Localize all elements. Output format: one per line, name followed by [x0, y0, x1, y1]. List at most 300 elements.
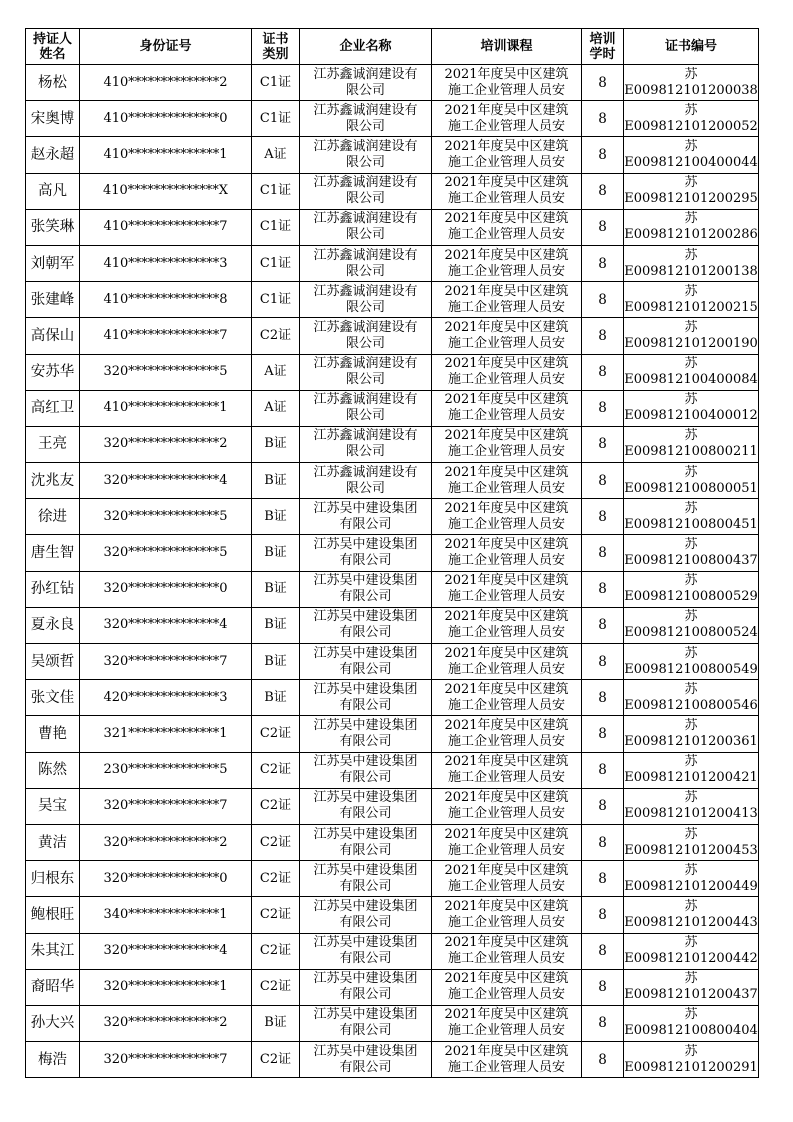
training-course-line2: 施工企业管理人员安: [447, 154, 565, 170]
table-row: [26, 680, 759, 716]
company-name-line2: 限公司: [345, 372, 385, 388]
table-row: [26, 824, 759, 860]
training-hours-cell: 8: [582, 861, 624, 897]
company-name-line1: 江苏吴中建设集团: [313, 573, 418, 589]
training-course-line1: 2021年度吴中区建筑: [444, 681, 569, 697]
certificate-category-cell: C2证: [252, 861, 300, 897]
training-course-line1: 2021年度吴中区建筑: [444, 102, 569, 118]
certificate-category-cell: C2证: [252, 318, 300, 354]
holder-name-cell: 梅浩: [26, 1042, 80, 1078]
training-course-line2: 施工企业管理人员安: [447, 842, 565, 858]
table-row: [26, 644, 759, 680]
training-course-line2: 施工企业管理人员安: [447, 82, 565, 98]
training-course-line2: 施工企业管理人员安: [447, 733, 565, 749]
company-name-cell: [300, 209, 432, 245]
certificate-number-cell: 苏E009812100800211: [624, 426, 759, 462]
training-course-cell: [432, 788, 582, 824]
company-name-cell: [300, 680, 432, 716]
training-hours-cell: 8: [582, 716, 624, 752]
company-name-line2: 限公司: [345, 408, 385, 424]
certificate-number-cell: 苏E009812101200052: [624, 101, 759, 137]
header-category-line1: 证书: [262, 31, 289, 47]
training-hours-cell: 8: [582, 173, 624, 209]
company-name-line2: 有限公司: [339, 987, 392, 1003]
certificate-number-cell: 苏E009812100400012: [624, 390, 759, 426]
certificate-category-cell: B证: [252, 607, 300, 643]
table-row: [26, 354, 759, 390]
company-name-line2: 限公司: [345, 299, 385, 315]
holder-name-cell: 王亮: [26, 426, 80, 462]
certificate-category-cell: C1证: [252, 282, 300, 318]
holder-name-cell: 孙大兴: [26, 1005, 80, 1041]
training-course-line1: 2021年度吴中区建筑: [444, 500, 569, 516]
company-name-line2: 有限公司: [339, 770, 392, 786]
company-name-cell: [300, 607, 432, 643]
certificate-number-cell: 苏E009812100800529: [624, 571, 759, 607]
table-row: [26, 897, 759, 933]
company-name-cell: [300, 861, 432, 897]
training-course-cell: [432, 499, 582, 535]
training-course-line1: 2021年度吴中区建筑: [444, 1043, 569, 1059]
training-hours-cell: 8: [582, 788, 624, 824]
company-name-cell: [300, 571, 432, 607]
company-name-line2: 限公司: [345, 335, 385, 351]
training-course-cell: [432, 933, 582, 969]
id-number-cell: 410**************1: [80, 390, 252, 426]
company-name-line2: 有限公司: [339, 733, 392, 749]
holder-name-cell: 赵永超: [26, 137, 80, 173]
id-number-cell: 410**************2: [80, 65, 252, 101]
training-hours-cell: 8: [582, 969, 624, 1005]
holder-name-cell: 孙红钻: [26, 571, 80, 607]
header-hours: [582, 29, 624, 65]
certificate-number-cell: 苏E009812101200449: [624, 861, 759, 897]
training-hours-cell: 8: [582, 897, 624, 933]
training-course-line1: 2021年度吴中区建筑: [444, 573, 569, 589]
table-row: [26, 173, 759, 209]
holder-name-cell: 高保山: [26, 318, 80, 354]
company-name-cell: [300, 101, 432, 137]
company-name-line1: 江苏吴中建设集团: [313, 609, 418, 625]
company-name-line1: 江苏鑫诚润建设有: [313, 175, 418, 191]
holder-name-cell: 鲍根旺: [26, 897, 80, 933]
certificate-number-cell: 苏E009812101200442: [624, 933, 759, 969]
id-number-cell: 410**************0: [80, 101, 252, 137]
training-course-line2: 施工企业管理人员安: [447, 951, 565, 967]
holder-name-cell: 朱其江: [26, 933, 80, 969]
holder-name-cell: 宋奥博: [26, 101, 80, 137]
training-hours-cell: 8: [582, 318, 624, 354]
company-name-line2: 有限公司: [339, 553, 392, 569]
company-name-cell: [300, 354, 432, 390]
training-course-line1: 2021年度吴中区建筑: [444, 1007, 569, 1023]
header-name-line1: 持证人: [32, 31, 72, 47]
certificate-category-cell: A证: [252, 390, 300, 426]
training-course-line1: 2021年度吴中区建筑: [444, 392, 569, 408]
company-name-cell: [300, 463, 432, 499]
training-course-cell: [432, 101, 582, 137]
training-hours-cell: 8: [582, 65, 624, 101]
company-name-line1: 江苏鑫诚润建设有: [313, 428, 418, 444]
company-name-cell: [300, 788, 432, 824]
holder-name-cell: 唐生智: [26, 535, 80, 571]
certificate-number-cell: 苏E009812101200038: [624, 65, 759, 101]
training-course-cell: [432, 535, 582, 571]
certificate-number-cell: 苏E009812101200453: [624, 824, 759, 860]
header-category-line2: 类别: [262, 46, 289, 62]
company-name-line1: 江苏鑫诚润建设有: [313, 211, 418, 227]
company-name-cell: [300, 65, 432, 101]
company-name-cell: [300, 1042, 432, 1078]
id-number-cell: 230**************5: [80, 752, 252, 788]
holder-name-cell: 刘朝军: [26, 245, 80, 281]
id-number-cell: 321**************1: [80, 716, 252, 752]
company-name-cell: [300, 535, 432, 571]
holder-name-cell: 曹艳: [26, 716, 80, 752]
training-course-cell: [432, 137, 582, 173]
header-category: [252, 29, 300, 65]
company-name-line1: 江苏吴中建设集团: [313, 971, 418, 987]
certificate-number-cell: 苏E009812100800546: [624, 680, 759, 716]
certificate-category-cell: C1证: [252, 101, 300, 137]
id-number-cell: 420**************3: [80, 680, 252, 716]
training-course-line2: 施工企业管理人员安: [447, 408, 565, 424]
id-number-cell: 340**************1: [80, 897, 252, 933]
training-course-line2: 施工企业管理人员安: [447, 444, 565, 460]
certificate-number-cell: 苏E009812101200443: [624, 897, 759, 933]
certificate-category-cell: B证: [252, 644, 300, 680]
holder-name-cell: 黄洁: [26, 824, 80, 860]
table-row: [26, 318, 759, 354]
holder-name-cell: 杨松: [26, 65, 80, 101]
training-course-line2: 施工企业管理人员安: [447, 1023, 565, 1039]
training-hours-cell: 8: [582, 209, 624, 245]
training-hours-cell: 8: [582, 101, 624, 137]
certificate-number-cell: 苏E009812100800404: [624, 1005, 759, 1041]
certificate-number-cell: 苏E009812100400044: [624, 137, 759, 173]
training-course-line2: 施工企业管理人员安: [447, 661, 565, 677]
company-name-line2: 有限公司: [339, 661, 392, 677]
company-name-line1: 江苏吴中建设集团: [313, 790, 418, 806]
training-course-line1: 2021年度吴中区建筑: [444, 211, 569, 227]
company-name-line2: 有限公司: [339, 697, 392, 713]
certificate-number-cell: 苏E009812101200295: [624, 173, 759, 209]
company-name-cell: [300, 1005, 432, 1041]
company-name-line1: 江苏吴中建设集团: [313, 898, 418, 914]
company-name-line1: 江苏吴中建设集团: [313, 645, 418, 661]
certificate-category-cell: C2证: [252, 752, 300, 788]
header-hours-line2: 学时: [589, 46, 616, 62]
holder-name-cell: 吴颂哲: [26, 644, 80, 680]
training-course-cell: [432, 752, 582, 788]
training-hours-cell: 8: [582, 137, 624, 173]
id-number-cell: 320**************2: [80, 824, 252, 860]
training-hours-cell: 8: [582, 390, 624, 426]
training-course-line2: 施工企业管理人员安: [447, 227, 565, 243]
training-course-cell: [432, 390, 582, 426]
header-name-line2: 姓名: [39, 46, 66, 62]
certificate-category-cell: C2证: [252, 933, 300, 969]
training-course-cell: [432, 282, 582, 318]
training-course-line1: 2021年度吴中区建筑: [444, 319, 569, 335]
table-header: [26, 29, 759, 65]
company-name-line2: 有限公司: [339, 589, 392, 605]
training-course-line1: 2021年度吴中区建筑: [444, 66, 569, 82]
id-number-cell: 410**************X: [80, 173, 252, 209]
certificate-category-cell: C1证: [252, 245, 300, 281]
training-course-cell: [432, 1005, 582, 1041]
company-name-line1: 江苏鑫诚润建设有: [313, 66, 418, 82]
company-name-line1: 江苏鑫诚润建设有: [313, 283, 418, 299]
company-name-line2: 有限公司: [339, 625, 392, 641]
table-row: [26, 282, 759, 318]
holder-name-cell: 张文佳: [26, 680, 80, 716]
table-row: [26, 535, 759, 571]
id-number-cell: 410**************7: [80, 318, 252, 354]
training-course-line1: 2021年度吴中区建筑: [444, 175, 569, 191]
certificate-category-cell: C2证: [252, 1042, 300, 1078]
id-number-cell: 320**************1: [80, 969, 252, 1005]
training-course-line2: 施工企业管理人员安: [447, 372, 565, 388]
table-row: [26, 426, 759, 462]
training-course-line1: 2021年度吴中区建筑: [444, 898, 569, 914]
training-course-line2: 施工企业管理人员安: [447, 878, 565, 894]
certificate-holder-table: [25, 28, 759, 1078]
company-name-cell: [300, 390, 432, 426]
training-hours-cell: 8: [582, 463, 624, 499]
company-name-line1: 江苏吴中建设集团: [313, 754, 418, 770]
training-course-line1: 2021年度吴中区建筑: [444, 537, 569, 553]
company-name-line2: 限公司: [345, 154, 385, 170]
table-row: [26, 861, 759, 897]
training-hours-cell: 8: [582, 535, 624, 571]
training-course-cell: [432, 245, 582, 281]
company-name-line2: 有限公司: [339, 516, 392, 532]
training-course-cell: [432, 571, 582, 607]
company-name-line1: 江苏吴中建设集团: [313, 1043, 418, 1059]
holder-name-cell: 张建峰: [26, 282, 80, 318]
company-name-cell: [300, 644, 432, 680]
certificate-holder-table-sheet: [25, 28, 759, 1078]
holder-name-cell: 徐进: [26, 499, 80, 535]
training-course-cell: [432, 209, 582, 245]
training-course-line1: 2021年度吴中区建筑: [444, 935, 569, 951]
training-hours-cell: 8: [582, 426, 624, 462]
training-course-line2: 施工企业管理人员安: [447, 553, 565, 569]
training-course-cell: [432, 607, 582, 643]
header-row: [26, 29, 759, 65]
id-number-cell: 320**************4: [80, 463, 252, 499]
id-number-cell: 320**************5: [80, 535, 252, 571]
table-row: [26, 933, 759, 969]
certificate-number-cell: 苏E009812100800549: [624, 644, 759, 680]
training-course-line2: 施工企业管理人员安: [447, 1059, 565, 1075]
id-number-cell: 410**************8: [80, 282, 252, 318]
training-hours-cell: 8: [582, 824, 624, 860]
certificate-number-cell: 苏E009812100400084: [624, 354, 759, 390]
training-course-line2: 施工企业管理人员安: [447, 480, 565, 496]
id-number-cell: 320**************7: [80, 788, 252, 824]
training-course-line2: 施工企业管理人员安: [447, 770, 565, 786]
holder-name-cell: 归根东: [26, 861, 80, 897]
company-name-line2: 限公司: [345, 263, 385, 279]
training-course-line1: 2021年度吴中区建筑: [444, 717, 569, 733]
training-course-line2: 施工企业管理人员安: [447, 299, 565, 315]
holder-name-cell: 沈兆友: [26, 463, 80, 499]
certificate-category-cell: A证: [252, 137, 300, 173]
header-hours-line1: 培训: [589, 31, 616, 47]
certificate-category-cell: A证: [252, 354, 300, 390]
table-row: [26, 65, 759, 101]
training-hours-cell: 8: [582, 644, 624, 680]
table-row: [26, 1005, 759, 1041]
company-name-line1: 江苏鑫诚润建设有: [313, 392, 418, 408]
company-name-line2: 限公司: [345, 191, 385, 207]
training-course-line1: 2021年度吴中区建筑: [444, 826, 569, 842]
training-course-cell: [432, 354, 582, 390]
header-name: [26, 29, 80, 65]
training-hours-cell: 8: [582, 571, 624, 607]
company-name-line1: 江苏吴中建设集团: [313, 862, 418, 878]
training-hours-cell: 8: [582, 607, 624, 643]
certificate-category-cell: C2证: [252, 969, 300, 1005]
company-name-line1: 江苏吴中建设集团: [313, 500, 418, 516]
training-course-line1: 2021年度吴中区建筑: [444, 971, 569, 987]
id-number-cell: 320**************5: [80, 499, 252, 535]
training-course-cell: [432, 897, 582, 933]
certificate-number-cell: 苏E009812101200286: [624, 209, 759, 245]
certificate-category-cell: C1证: [252, 209, 300, 245]
company-name-cell: [300, 897, 432, 933]
table-row: [26, 245, 759, 281]
company-name-line1: 江苏鑫诚润建设有: [313, 464, 418, 480]
id-number-cell: 320**************0: [80, 861, 252, 897]
certificate-category-cell: C2证: [252, 788, 300, 824]
id-number-cell: 410**************1: [80, 137, 252, 173]
certificate-number-cell: 苏E009812101200138: [624, 245, 759, 281]
table-row: [26, 209, 759, 245]
holder-name-cell: 吴宝: [26, 788, 80, 824]
certificate-category-cell: C2证: [252, 824, 300, 860]
training-course-cell: [432, 969, 582, 1005]
training-course-line1: 2021年度吴中区建筑: [444, 754, 569, 770]
table-row: [26, 101, 759, 137]
table-row: [26, 969, 759, 1005]
table-row: [26, 137, 759, 173]
certificate-category-cell: B证: [252, 499, 300, 535]
training-course-cell: [432, 1042, 582, 1078]
company-name-line1: 江苏吴中建设集团: [313, 681, 418, 697]
company-name-cell: [300, 245, 432, 281]
company-name-line2: 限公司: [345, 118, 385, 134]
certificate-category-cell: B证: [252, 680, 300, 716]
training-course-line2: 施工企业管理人员安: [447, 589, 565, 605]
certificate-category-cell: C2证: [252, 716, 300, 752]
holder-name-cell: 高凡: [26, 173, 80, 209]
table-row: [26, 716, 759, 752]
training-hours-cell: 8: [582, 1042, 624, 1078]
table-row: [26, 499, 759, 535]
company-name-line2: 限公司: [345, 480, 385, 496]
training-hours-cell: 8: [582, 499, 624, 535]
certificate-category-cell: B证: [252, 535, 300, 571]
certificate-category-cell: B证: [252, 463, 300, 499]
training-course-cell: [432, 824, 582, 860]
certificate-number-cell: 苏E009812100800524: [624, 607, 759, 643]
company-name-line1: 江苏吴中建设集团: [313, 1007, 418, 1023]
holder-name-cell: 高红卫: [26, 390, 80, 426]
company-name-cell: [300, 716, 432, 752]
certificate-number-cell: 苏E009812101200291: [624, 1042, 759, 1078]
id-number-cell: 320**************2: [80, 1005, 252, 1041]
training-course-cell: [432, 173, 582, 209]
training-hours-cell: 8: [582, 1005, 624, 1041]
company-name-cell: [300, 752, 432, 788]
company-name-cell: [300, 173, 432, 209]
certificate-category-cell: C1证: [252, 65, 300, 101]
training-course-line2: 施工企业管理人员安: [447, 118, 565, 134]
training-hours-cell: 8: [582, 933, 624, 969]
company-name-line1: 江苏鑫诚润建设有: [313, 247, 418, 263]
company-name-line1: 江苏吴中建设集团: [313, 537, 418, 553]
training-course-line2: 施工企业管理人员安: [447, 191, 565, 207]
holder-name-cell: 陈然: [26, 752, 80, 788]
header-course: 培训课程: [432, 29, 582, 65]
training-course-line1: 2021年度吴中区建筑: [444, 645, 569, 661]
id-number-cell: 410**************7: [80, 209, 252, 245]
company-name-line2: 有限公司: [339, 1059, 392, 1075]
training-course-cell: [432, 861, 582, 897]
id-number-cell: 320**************7: [80, 1042, 252, 1078]
training-course-line1: 2021年度吴中区建筑: [444, 609, 569, 625]
company-name-line1: 江苏鑫诚润建设有: [313, 102, 418, 118]
holder-name-cell: 裔昭华: [26, 969, 80, 1005]
header-id: 身份证号: [80, 29, 252, 65]
certificate-category-cell: C2证: [252, 897, 300, 933]
training-course-cell: [432, 716, 582, 752]
id-number-cell: 320**************2: [80, 426, 252, 462]
company-name-line1: 江苏鑫诚润建设有: [313, 319, 418, 335]
training-course-line1: 2021年度吴中区建筑: [444, 428, 569, 444]
training-course-line1: 2021年度吴中区建筑: [444, 356, 569, 372]
training-course-line2: 施工企业管理人员安: [447, 335, 565, 351]
certificate-category-cell: B证: [252, 1005, 300, 1041]
company-name-cell: [300, 969, 432, 1005]
company-name-line2: 限公司: [345, 82, 385, 98]
training-course-cell: [432, 463, 582, 499]
training-course-line2: 施工企业管理人员安: [447, 625, 565, 641]
certificate-number-cell: 苏E009812101200413: [624, 788, 759, 824]
table-row: [26, 607, 759, 643]
training-course-line1: 2021年度吴中区建筑: [444, 862, 569, 878]
table-row: [26, 1042, 759, 1078]
certificate-number-cell: 苏E009812101200421: [624, 752, 759, 788]
training-hours-cell: 8: [582, 245, 624, 281]
table-row: [26, 752, 759, 788]
holder-name-cell: 张笑琳: [26, 209, 80, 245]
training-course-cell: [432, 644, 582, 680]
id-number-cell: 320**************7: [80, 644, 252, 680]
holder-name-cell: 夏永良: [26, 607, 80, 643]
company-name-line2: 有限公司: [339, 878, 392, 894]
training-course-line1: 2021年度吴中区建筑: [444, 138, 569, 154]
certificate-number-cell: 苏E009812101200215: [624, 282, 759, 318]
training-course-cell: [432, 680, 582, 716]
company-name-line2: 有限公司: [339, 914, 392, 930]
id-number-cell: 320**************4: [80, 607, 252, 643]
training-course-line2: 施工企业管理人员安: [447, 263, 565, 279]
certificate-number-cell: 苏E009812101200437: [624, 969, 759, 1005]
